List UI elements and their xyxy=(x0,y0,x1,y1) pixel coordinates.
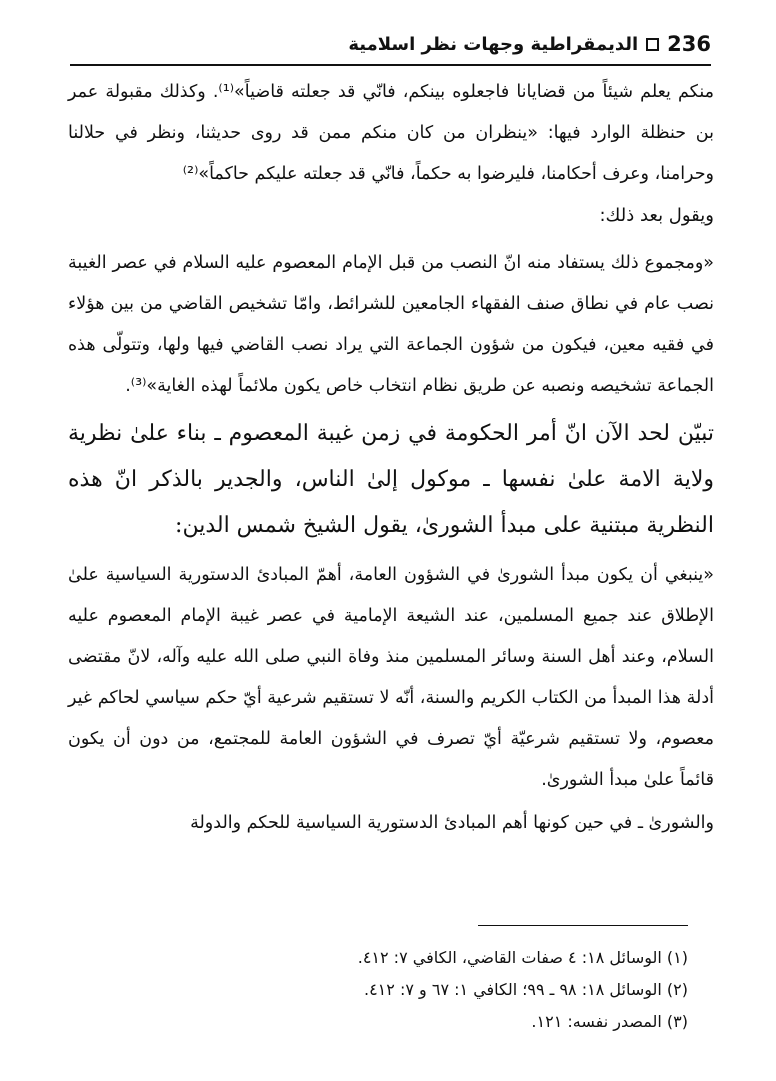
footnote-divider xyxy=(478,925,688,926)
paragraph-quote-continuation: منكم يعلم شيئاً من قضايانا فاجعلوه بينكم، فانّي قد جعلته قاضياً»⁽¹⁾. وكذلك مقبولة عمر بن حنظلة الوارد فيها: «ينظران من كان منكم ممن قد روى حديثنا، ونظر في حلالنا وحرامنا، وعرف أحكامنا، فليرضوا به حكماً، فانّي قد جعلته عليكم حاكماً»⁽²⁾ xyxy=(68,82,715,184)
footnote-2: (٢) الوسائل ١٨: ٩٨ ـ ٩٩؛ الكافي ١: ٦٧ و ٧: ٤١٢. xyxy=(363,980,688,999)
footnotes xyxy=(120,942,688,1038)
page-number: 236 xyxy=(667,32,711,56)
footnote-3: (٣) المصدر نفسه: ١٢١. xyxy=(531,1012,688,1031)
paragraph-intro: ويقول بعد ذلك: xyxy=(599,205,714,226)
body-text xyxy=(68,72,714,844)
paragraph-main-text: تبيّن لحد الآن انّ أمر الحكومة في زمن غيبة المعصوم ـ بناء علىٰ نظرية ولاية الامة علىٰ نفسها ـ موكول إلىٰ الناس، والجدير بالذكر انّ هذه النظرية مبتنية على مبدأ الشورىٰ، يقول الشيخ شمس الدين: xyxy=(68,421,714,538)
page-header xyxy=(70,24,711,66)
paragraph-closing: والشورىٰ ـ في حين كونها أهم المبادئ الدستورية السياسية للحكم والدولة xyxy=(190,813,714,833)
paragraph-quote-judge: «ومجموع ذلك يستفاد منه انّ النصب من قبل الإمام المعصوم عليه السلام في عصر الغيبة نصب عام في نطاق صنف الفقهاء الجامعين للشرائط، وامّا تشخيص القاضي من بين هؤلاء في فقيه معين، فيكون من شؤون الجماعة التي يراد نصب القاضي فيها ولها، وتتولّى هذه الجماعة تشخيصه ونصبه عن طريق نظام انتخاب خاص يكون ملائماً لهذه الغاية»⁽³⁾. xyxy=(68,253,714,396)
running-title: الديمقراطية وجهات نظر اسلامية xyxy=(348,33,639,55)
paragraph-quote-shura: «ينبغي أن يكون مبدأ الشورىٰ في الشؤون العامة، أهمّ المبادئ الدستورية السياسية علىٰ الإطلاق عند جميع المسلمين، عند الشيعة الإمامية في عصر غيبة الإمام المعصوم عليه السلام، وعند أهل السنة وسائر المسلمين منذ وفاة النبي صلى الله عليه وآله، لانّ مقتضى أدلة هذا المبدأ من الكتاب الكريم والسنة، أنّه لا تستقيم شرعية أيّ حكم سياسي لحاكم غير معصوم، ولا تستقيم شرعيّة أيّ تصرف في الشؤون العامة للمجتمع، من دون أن يكون قائماً علىٰ مبدأ الشورىٰ. xyxy=(68,565,714,790)
square-bullet-icon xyxy=(646,38,659,51)
footnote-1: (١) الوسائل ١٨: ٤ صفات القاضي، الكافي ٧: ٤١٢. xyxy=(357,948,688,967)
